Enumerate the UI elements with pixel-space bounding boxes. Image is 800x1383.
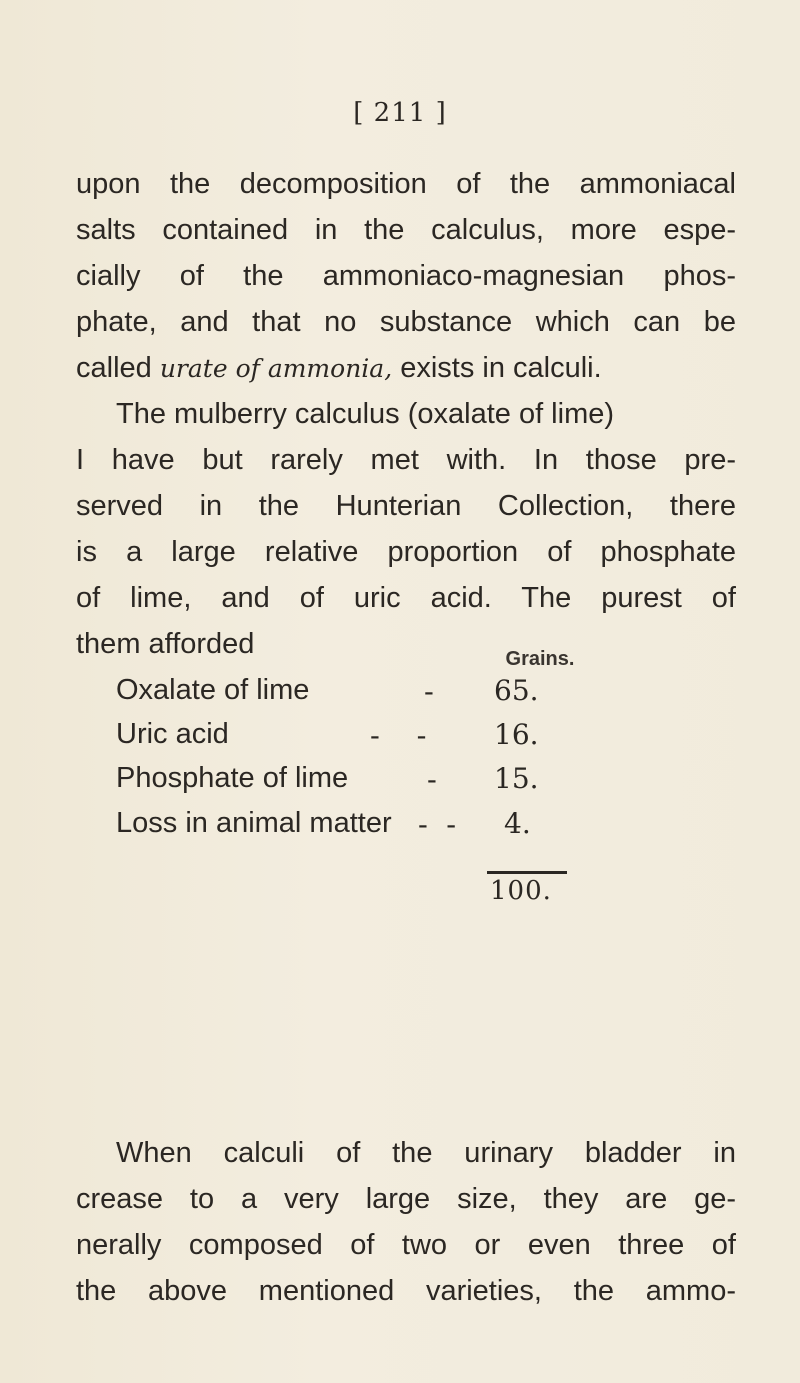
table-row — [0, 807, 800, 851]
text-line: cially of the ammoniaco-magnesian phos- — [76, 260, 736, 292]
text-line: the above mentioned varieties, the ammo- — [76, 1275, 736, 1307]
text-segment: called — [76, 352, 160, 384]
composition-table — [0, 648, 800, 1138]
text-line: phate, and that no substance which can be — [76, 306, 736, 338]
leader-dashes: - — [424, 674, 434, 708]
page-number: [ 211 ] — [353, 98, 447, 128]
leader-dashes: - - — [370, 718, 427, 752]
grains-total: 100. — [490, 876, 552, 906]
text-line: The mulberry calculus (oxalate of lime) — [116, 398, 615, 430]
component-label: Phosphate of lime — [116, 762, 349, 794]
text-segment: exists in calculi. — [392, 352, 602, 384]
table-row — [0, 718, 800, 762]
leader-dashes: - — [427, 762, 437, 796]
text-line: of lime, and of uric acid. The purest of — [76, 582, 736, 614]
paragraph-lower — [76, 1130, 736, 1314]
component-label: Uric acid — [116, 718, 229, 750]
grains-value: 15. — [494, 762, 539, 795]
paragraph-upper — [76, 161, 736, 667]
leader-dashes: - - — [418, 807, 457, 841]
grains-value: 4. — [504, 807, 531, 840]
sum-rule — [487, 871, 567, 874]
text-line: them afforded — [76, 628, 255, 660]
text-line: I have but rarely met with. In those pre- — [76, 444, 736, 476]
component-label: Oxalate of lime — [116, 674, 310, 706]
text-line: When calculi of the urinary bladder in — [116, 1137, 736, 1169]
component-label: Loss in animal matter — [116, 807, 392, 839]
text-line: upon the decomposition of the ammoniacal — [76, 168, 736, 200]
text-line: nerally composed of two or even three of — [76, 1229, 736, 1261]
table-row — [0, 762, 800, 806]
table-row — [0, 674, 800, 718]
text-line: served in the Hunterian Collection, there — [76, 490, 736, 522]
text-line: is a large relative proportion of phosphate — [76, 536, 736, 568]
text-line-with-italic — [76, 345, 736, 391]
grains-column-header: Grains. — [505, 648, 575, 670]
text-line: crease to a very large size, they are ge- — [76, 1183, 736, 1215]
text-line: salts contained in the calculus, more espe- — [76, 214, 736, 246]
grains-value: 16. — [494, 718, 539, 751]
grains-value: 65. — [494, 674, 539, 707]
italic-term: urate of ammonia, — [159, 354, 393, 383]
